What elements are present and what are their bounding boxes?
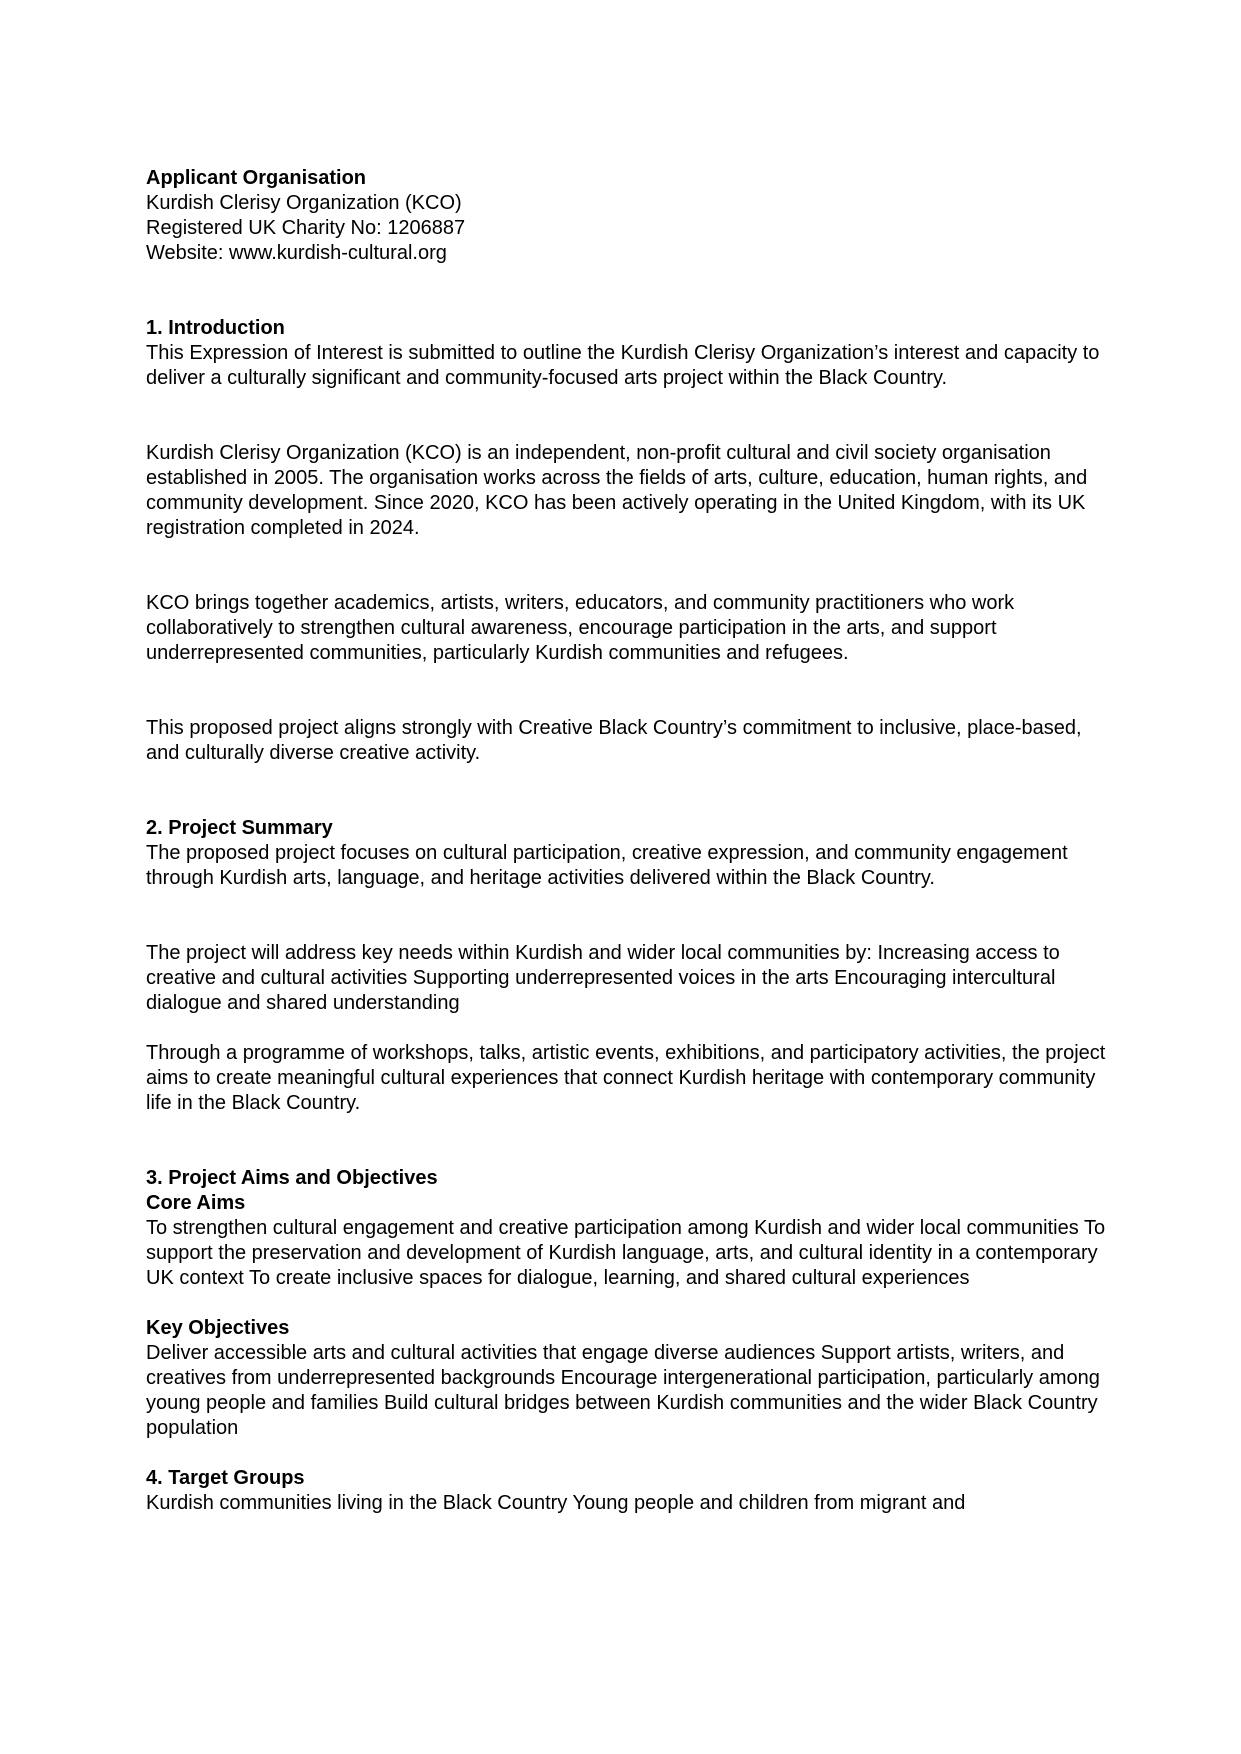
blank-line: [146, 916, 1106, 941]
section-heading: 3. Project Aims and Objectives: [146, 1167, 438, 1189]
paragraph: Kurdish Clerisy Organization (KCO) is an independent, non-profit cultural and civil society organisation established in 2005. The organisation works across the fields of arts, culture, education, human rights, and community development. Since 2020, KCO has been actively operating in the United Kingdom, with its UK registration completed in 2024.: [146, 442, 1088, 539]
blank-line: [146, 1141, 1106, 1166]
paragraph: Deliver accessible arts and cultural activities that engage diverse audiences Support artists, writers, and creatives from underrepresented backgrounds Encourage intergenerational participation, particularly among young people and families Build cultural bridges between Kurdish communities and the wider Black Country population: [146, 1342, 1100, 1439]
paragraph: Through a programme of workshops, talks, artistic events, exhibitions, and participatory activities, the project aims to create meaningful cultural experiences that connect Kurdish heritage with contemporary community life in the Black Country.: [146, 1042, 1106, 1114]
paragraph: This proposed project aligns strongly with Creative Black Country’s commitment to inclusive, place-based, and culturally diverse creative activity.: [146, 717, 1082, 764]
blank-line: [146, 1441, 1106, 1466]
blank-line: [146, 541, 1106, 566]
document-body: [146, 166, 1106, 1516]
text-line: Registered UK Charity No: 1206887: [146, 217, 466, 239]
blank-line: [146, 791, 1106, 816]
blank-line: [146, 391, 1106, 416]
blank-line: [146, 691, 1106, 716]
paragraph: This Expression of Interest is submitted to outline the Kurdish Clerisy Organization’s interest and capacity to deliver a culturally significant and community-focused arts project within the Black Country.: [146, 342, 1100, 389]
paragraph: Kurdish communities living in the Black Country Young people and children from migrant and: [146, 1492, 966, 1514]
section-heading: Core Aims: [146, 1192, 246, 1214]
section-heading: 4. Target Groups: [146, 1467, 305, 1489]
section-heading: Key Objectives: [146, 1317, 290, 1339]
text-line: Kurdish Clerisy Organization (KCO): [146, 192, 462, 214]
section-heading: 2. Project Summary: [146, 817, 333, 839]
blank-line: [146, 266, 1106, 291]
blank-line: [146, 1016, 1106, 1041]
blank-line: [146, 566, 1106, 591]
section-heading: Applicant Organisation: [146, 167, 367, 189]
blank-line: [146, 666, 1106, 691]
paragraph: KCO brings together academics, artists, writers, educators, and community practitioners who work collaboratively to strengthen cultural awareness, encourage participation in the arts, and support underrepresented communities, particularly Kurdish communities and refugees.: [146, 592, 1015, 664]
blank-line: [146, 1116, 1106, 1141]
paragraph: To strengthen cultural engagement and creative participation among Kurdish and wider local communities To support the preservation and development of Kurdish language, arts, and cultural identity in a contemporary UK context To create inclusive spaces for dialogue, learning, and shared cultural experiences: [146, 1217, 1106, 1289]
paragraph: The project will address key needs within Kurdish and wider local communities by: Increasing access to creative and cultural activities Supporting underrepresented voices in the arts Encouraging intercultural dialogue and shared understanding: [146, 942, 1060, 1014]
paragraph: The proposed project focuses on cultural participation, creative expression, and community engagement through Kurdish arts, language, and heritage activities delivered within the Black Country.: [146, 842, 1068, 889]
blank-line: [146, 291, 1106, 316]
blank-line: [146, 416, 1106, 441]
section-heading: 1. Introduction: [146, 317, 285, 339]
blank-line: [146, 891, 1106, 916]
text-line: Website: www.kurdish-cultural.org: [146, 242, 447, 264]
blank-line: [146, 766, 1106, 791]
blank-line: [146, 1291, 1106, 1316]
